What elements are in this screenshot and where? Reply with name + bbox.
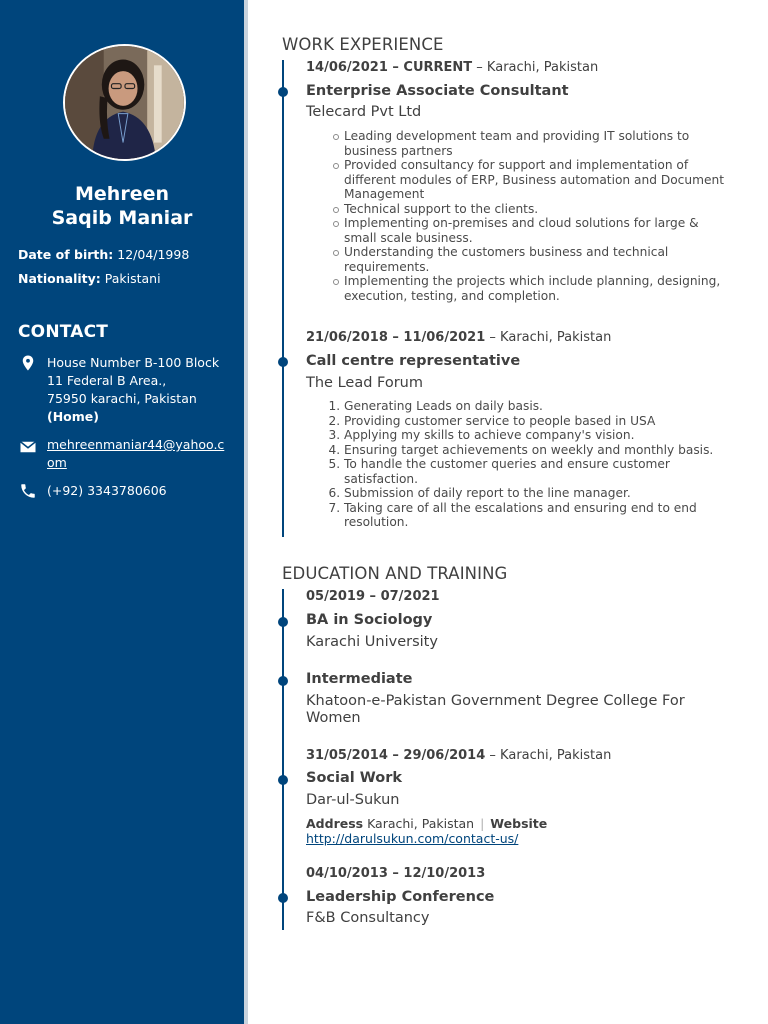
job-1-role: Enterprise Associate Consultant: [306, 83, 569, 99]
separator: |: [480, 816, 485, 831]
nationality-value: Pakistani: [104, 271, 161, 286]
list-item: 3. Applying my skills to achieve company's vision.: [344, 428, 734, 443]
location-pin-icon: [19, 354, 37, 372]
edu-4-title: Leadership Conference: [306, 889, 495, 905]
edu-3-details: [306, 816, 736, 846]
address-value: Karachi, Pakistan: [367, 816, 475, 831]
email-icon: [19, 438, 37, 456]
list-item: Technical support to the clients.: [344, 202, 734, 217]
profile-photo-image: [65, 46, 184, 159]
education-timeline-line: [282, 589, 284, 930]
timeline-dot: [278, 775, 288, 785]
job-2-date: 21/06/2018 – 11/06/2021 – Karachi, Pakistan: [306, 330, 612, 345]
list-item: Leading development team and providing IT solutions to business partners: [344, 129, 734, 158]
job-2-company: The Lead Forum: [306, 375, 423, 391]
contact-title: CONTACT: [18, 322, 109, 342]
job-2-duties: [344, 399, 734, 530]
list-item: Implementing the projects which include planning, designing, execution, testing, and completion.: [344, 274, 734, 303]
list-item: 6. Submission of daily report to the line manager.: [344, 486, 734, 501]
website-label: Website: [490, 816, 548, 831]
education-section-title: EDUCATION AND TRAINING: [282, 564, 508, 583]
first-name: Mehreen: [75, 183, 169, 205]
timeline-dot: [278, 357, 288, 367]
list-item: Implementing on-premises and cloud solutions for large & small scale business.: [344, 216, 734, 245]
contact-phone: (+92) 3343780606: [47, 483, 167, 498]
edu-4-date: 04/10/2013 – 12/10/2013: [306, 866, 486, 881]
dob-label: Date of birth:: [18, 247, 114, 262]
edu-3-title: Social Work: [306, 770, 403, 786]
list-item: 2. Providing customer service to people based in USA: [344, 414, 734, 429]
edu-1-date: 05/2019 – 07/2021: [306, 589, 440, 604]
timeline-dot: [278, 676, 288, 686]
address-label: Address: [306, 816, 364, 831]
address-type: (Home): [47, 409, 99, 424]
profile-name: [0, 182, 244, 230]
contact-address: [47, 354, 229, 426]
timeline-dot: [278, 893, 288, 903]
edu-1-institution: Karachi University: [306, 634, 438, 650]
job-1-date: 14/06/2021 – CURRENT – Karachi, Pakistan: [306, 60, 599, 75]
list-item: 1. Generating Leads on daily basis.: [344, 399, 734, 414]
list-item: Provided consultancy for support and implementation of different modules of ERP, Business automation and Document Management: [344, 158, 734, 202]
address-line-2: 11 Federal B Area.,: [47, 373, 167, 388]
nationality-label: Nationality:: [18, 271, 101, 286]
address-line-1: House Number B-100 Block: [47, 355, 220, 370]
nationality-row: [18, 271, 161, 287]
sidebar-divider: [244, 0, 248, 1024]
profile-photo: [63, 44, 186, 161]
dob-value: 12/04/1998: [117, 247, 190, 262]
timeline-dot: [278, 617, 288, 627]
website-link[interactable]: http://darulsukun.com/contact-us/: [306, 831, 519, 846]
email-link[interactable]: mehreenmaniar44@yahoo.com: [47, 437, 225, 470]
job-1-duties: [344, 129, 734, 303]
edu-2-institution: Khatoon-e-Pakistan Government Degree College For Women: [306, 693, 685, 726]
list-item: 5. To handle the customer queries and ensure customer satisfaction.: [344, 457, 734, 486]
contact-email: [47, 436, 229, 472]
timeline-dot: [278, 87, 288, 97]
phone-icon: [19, 482, 37, 500]
work-section-title: WORK EXPERIENCE: [282, 35, 444, 54]
job-1-company: Telecard Pvt Ltd: [306, 104, 422, 120]
list-item: 4. Ensuring target achievements on weekly and monthly basis.: [344, 443, 734, 458]
edu-4-institution: F&B Consultancy: [306, 910, 430, 926]
work-timeline-line: [282, 60, 284, 537]
list-item: 7. Taking care of all the escalations and ensuring end to end resolution.: [344, 501, 734, 530]
sidebar: [0, 0, 244, 1024]
main-content: [282, 0, 752, 1024]
job-2-role: Call centre representative: [306, 353, 521, 369]
dob-row: [18, 247, 189, 263]
edu-3-institution: Dar-ul-Sukun: [306, 792, 400, 808]
edu-1-title: BA in Sociology: [306, 612, 433, 628]
last-name: Saqib Maniar: [51, 207, 193, 229]
edu-3-date: 31/05/2014 – 29/06/2014 – Karachi, Pakistan: [306, 748, 612, 763]
list-item: Understanding the customers business and technical requirements.: [344, 245, 734, 274]
address-line-3: 75950 karachi, Pakistan: [47, 391, 197, 406]
edu-2-title: Intermediate: [306, 671, 413, 687]
